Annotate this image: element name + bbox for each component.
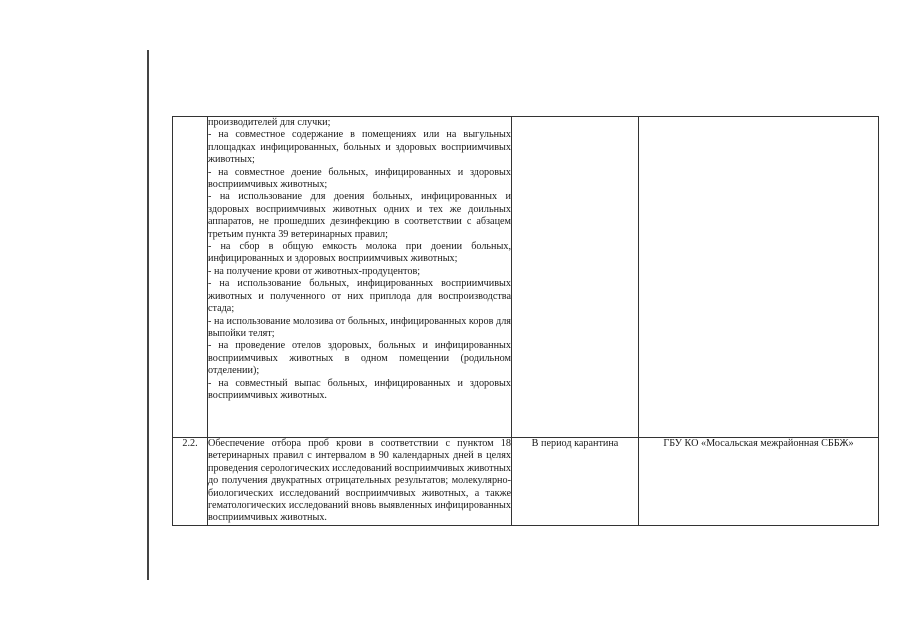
row-number: 2.2.	[173, 438, 208, 526]
measure-line: Обеспечение отбора проб крови в соответствии с пунктом 18 ветеринарных правил с интервалом в 90 календарных дней в целях проведения серологических исследований восприимчивых животных до получения двукратных отрицательных результатов; молекулярно-биологических исследований восприимчивых животных, а также гематологических исследований вновь выявленных инфицированных восприимчивых животных.	[208, 438, 511, 524]
measures-table	[172, 116, 879, 526]
term-cell	[512, 117, 639, 438]
table-row	[173, 117, 879, 438]
term-cell: В период карантина	[512, 438, 639, 526]
measure-line: - на совместный выпас больных, инфицированных и здоровых восприимчивых животных.	[208, 377, 511, 401]
responsible-cell: ГБУ КО «Мосальская межрайонная СББЖ»	[639, 438, 879, 526]
measure-line: - на использование больных, инфицированных восприимчивых животных и полученного от них приплода для воспроизводства стада;	[208, 278, 511, 315]
row-number	[173, 117, 208, 438]
measure-line: - на проведение отелов здоровых, больных и инфицированных восприимчивых животных в одном помещении (родильном отделении);	[208, 340, 511, 377]
page-margin-line	[147, 50, 149, 580]
measure-line: - на совместное доение больных, инфицированных и здоровых восприимчивых животных;	[208, 166, 511, 191]
measure-line: - на совместное содержание в помещениях или на выгульных площадках инфицированных, больных и здоровых восприимчивых животных;	[208, 129, 511, 166]
table-row	[173, 438, 879, 526]
measure-line: производителей для случки;	[208, 117, 331, 128]
measure-line: - на использование для доения больных, инфицированных и здоровых восприимчивых животных одних и тех же доильных аппаратов, не прошедших дезинфекцию в соответствии с абзацем третьим пункта 39 ветеринарных правил;	[208, 191, 511, 240]
responsible-cell	[639, 117, 879, 438]
measure-line: - на сбор в общую емкость молока при доении больных, инфицированных и здоровых восприимчивых животных;	[208, 241, 511, 265]
measure-line: - на использование молозива от больных, инфицированных коров для выпойки телят;	[208, 315, 511, 339]
measure-line: - на получение крови от животных-продуцентов;	[208, 265, 421, 277]
measure-text	[208, 117, 512, 438]
measure-text	[208, 438, 512, 526]
